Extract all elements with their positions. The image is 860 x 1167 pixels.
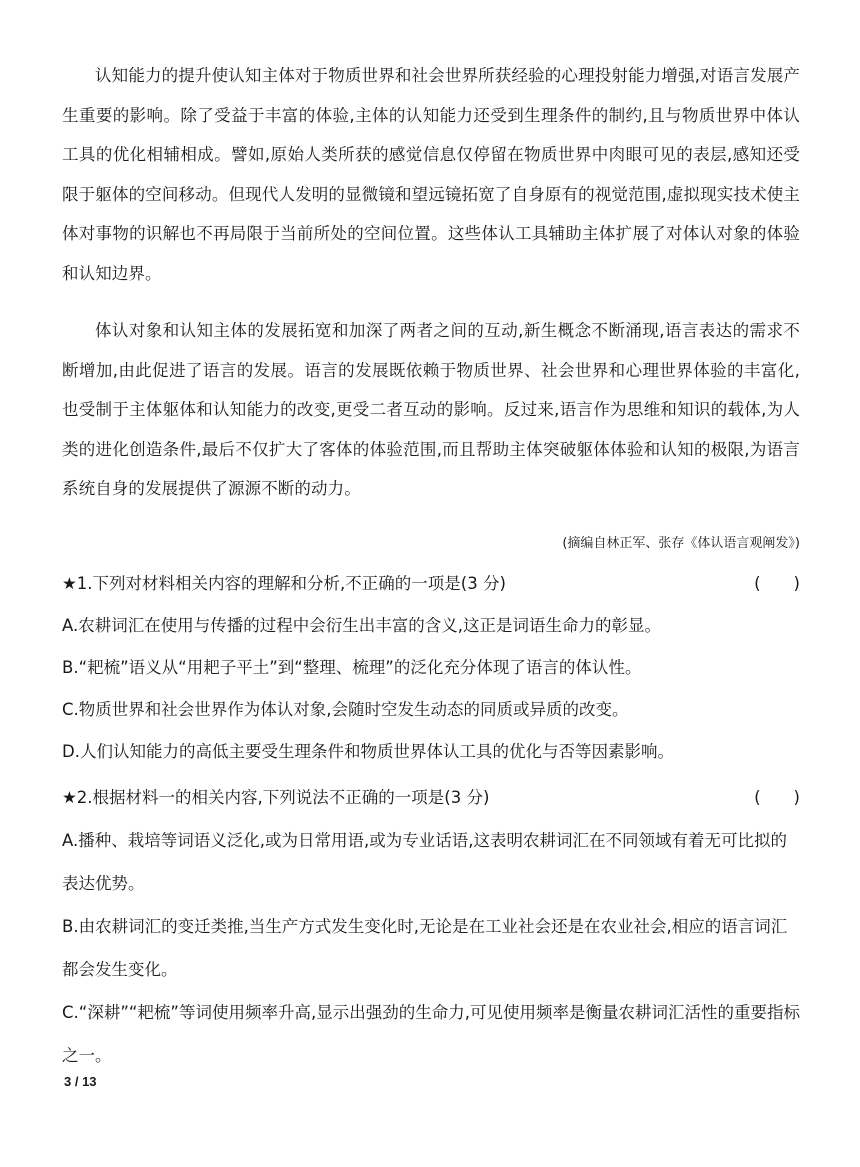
question-2 [62,777,800,1077]
question-1-answer-paren: ( ) [754,574,800,593]
question-1-stem [62,563,800,605]
question-2-text: ★2.根据材料一的相关内容,下列说法不正确的一项是(3 分) [62,788,490,807]
page-number: 3 / 13 [64,1074,97,1089]
question-2-option-a: A.播种、栽培等词语义泛化,或为日常用语,或为专业话语,这表明农耕词汇在不同领域有着无可比拟的表达优势。 [62,831,787,893]
passage-source: (摘编自林正军、张存《体认语言观阐发》) [562,536,800,551]
question-2-answer-paren: ( ) [754,788,800,807]
question-2-option-b: B.由农耕词汇的变迁类推,当生产方式发生变化时,无论是在工业社会还是在农业社会,相应的语言词汇都会发生变化。 [62,917,788,979]
question-2-stem [62,777,800,819]
passage-paragraph-2: 体认对象和认知主体的发展拓宽和加深了两者之间的互动,新生概念不断涌现,语言表达的需求不断增加,由此促进了语言的发展。语言的发展既依赖于物质世界、社会世界和心理世界体验的丰富化,也受制于主体躯体和认知能力的改变,更受二者互动的影响。反过来,语言作为思维和知识的载体,为人类的进化创造条件,最后不仅扩大了客体的体验范围,而且帮助主体突破躯体体验和认知的极限,为语言系统自身的发展提供了源源不断的动力。 [62,321,800,498]
question-1-text: ★1.下列对材料相关内容的理解和分析,不正确的一项是(3 分) [62,574,506,593]
question-1-option-c: C.物质世界和社会世界作为体认对象,会随时空发生动态的同质或异质的改变。 [62,700,629,719]
question-1-option-a: A.农耕词汇在使用与传播的过程中会衍生出丰富的含义,这正是词语生命力的彰显。 [62,616,661,635]
question-1 [62,563,800,773]
question-2-option-c: C.“深耕”“耙梳”等词使用频率升高,显示出强劲的生命力,可见使用频率是衡量农耕词汇活性的重要指标之一。 [62,1003,800,1065]
passage-paragraph-1: 认知能力的提升使认知主体对于物质世界和社会世界所获经验的心理投射能力增强,对语言发展产生重要的影响。除了受益于丰富的体验,主体的认知能力还受到生理条件的制约,且与物质世界中体认工具的优化相辅相成。譬如,原始人类所获的感觉信息仅停留在物质世界中肉眼可见的表层,感知还受限于躯体的空间移动。但现代人发明的显微镜和望远镜拓宽了自身原有的视觉范围,虚拟现实技术使主体对事物的识解也不再局限于当前所处的空间位置。这些体认工具辅助主体扩展了对体认对象的体验和认知边界。 [62,66,800,283]
question-1-option-d: D.人们认知能力的高低主要受生理条件和物质世界体认工具的优化与否等因素影响。 [62,742,674,761]
question-1-option-b: B.“耙梳”语义从“用耙子平土”到“整理、梳理”的泛化充分体现了语言的体认性。 [62,658,642,677]
